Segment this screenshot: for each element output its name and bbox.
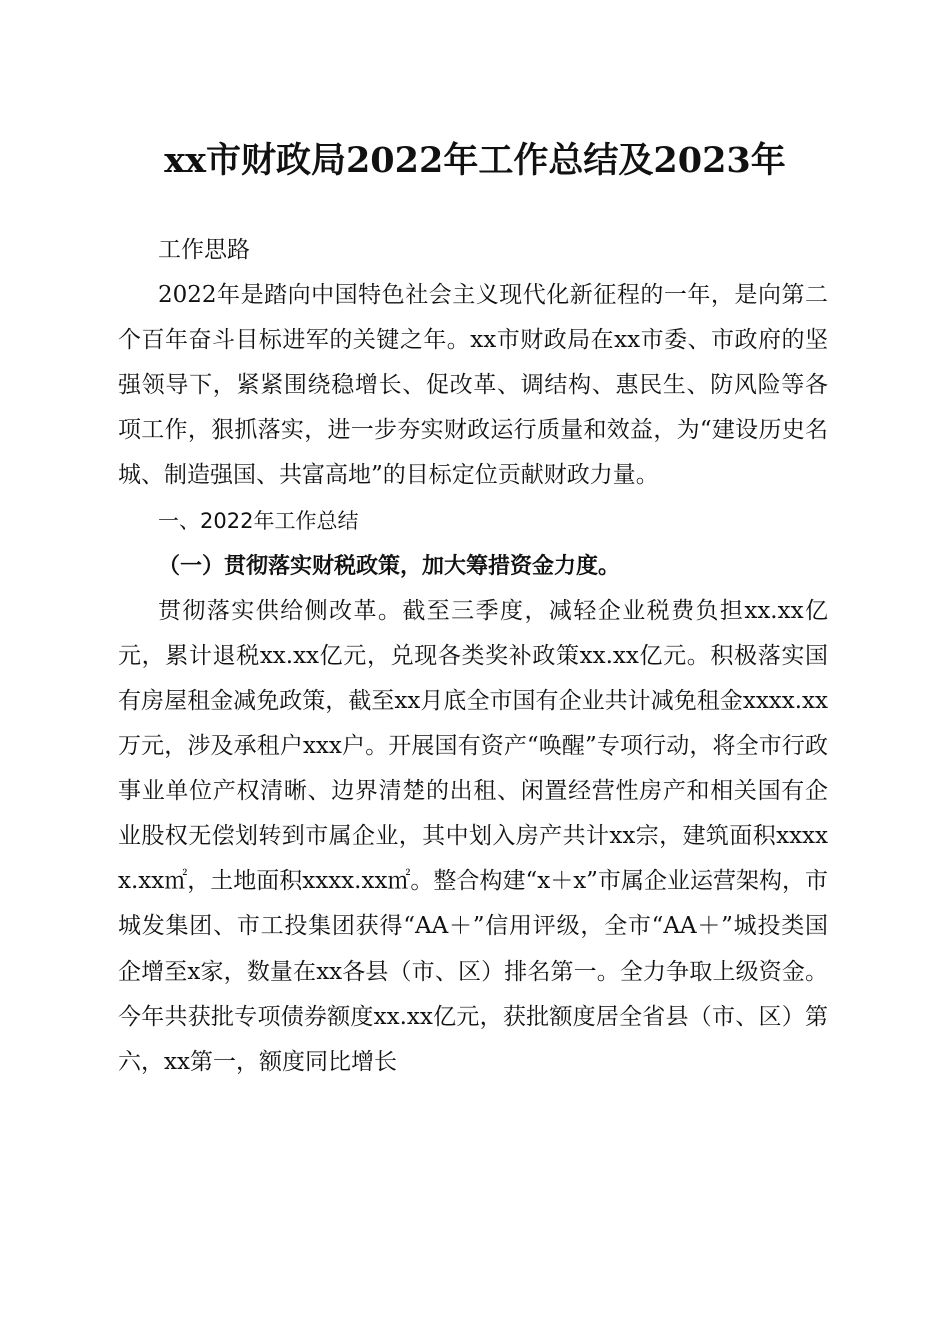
document-body (118, 228, 828, 1085)
subsection-heading: （一）贯彻落实财税政策，加大筹措资金力度。 (158, 552, 621, 579)
section-heading: 一、2022年工作总结 (158, 508, 359, 533)
title-continuation: 工作思路 (158, 237, 250, 263)
document-title: xx市财政局2022年工作总结及2023年 (164, 140, 786, 181)
intro-paragraph: 2022年是踏向中国特色社会主义现代化新征程的一年，是向第二个百年奋斗目标进军的关键之年。xx市财政局在xx市委、市政府的坚强领导下，紧紧围绕稳增长、促改革、调结构、惠民生、防风险等各项工作，狠抓落实，进一步夯实财政运行质量和效益，为“建设历史名城、制造强国、共富高地”的目标定位贡献财政力量。 (118, 282, 828, 489)
body-paragraph: 贯彻落实供给侧改革。截至三季度，减轻企业税费负担xx.xx亿元，累计退税xx.xx亿元，兑现各类奖补政策xx.xx亿元。积极落实国有房屋租金减免政策，截至xx月底全市国有企业共计减免租金xxxx.xx万元，涉及承租户xxx户。开展国有资产“唤醒”专项行动，将全市行政事业单位产权清晰、边界清楚的出租、闲置经营性房产和相关国有企业股权无偿划转到市属企业，其中划入房产共计xx宗，建筑面积xxxxx.xx㎡，土地面积xxxx.xx㎡。整合构建“x＋x”市属企业运营架构，市城发集团、市工投集团获得“AA＋”信用评级，全市“AA＋”城投类国企增至x家，数量在xx各县（市、区）排名第一。全力争取上级资金。今年共获批专项债券额度xx.xx亿元，获批额度居全省县（市、区）第六，xx第一，额度同比增长 (118, 597, 828, 1075)
